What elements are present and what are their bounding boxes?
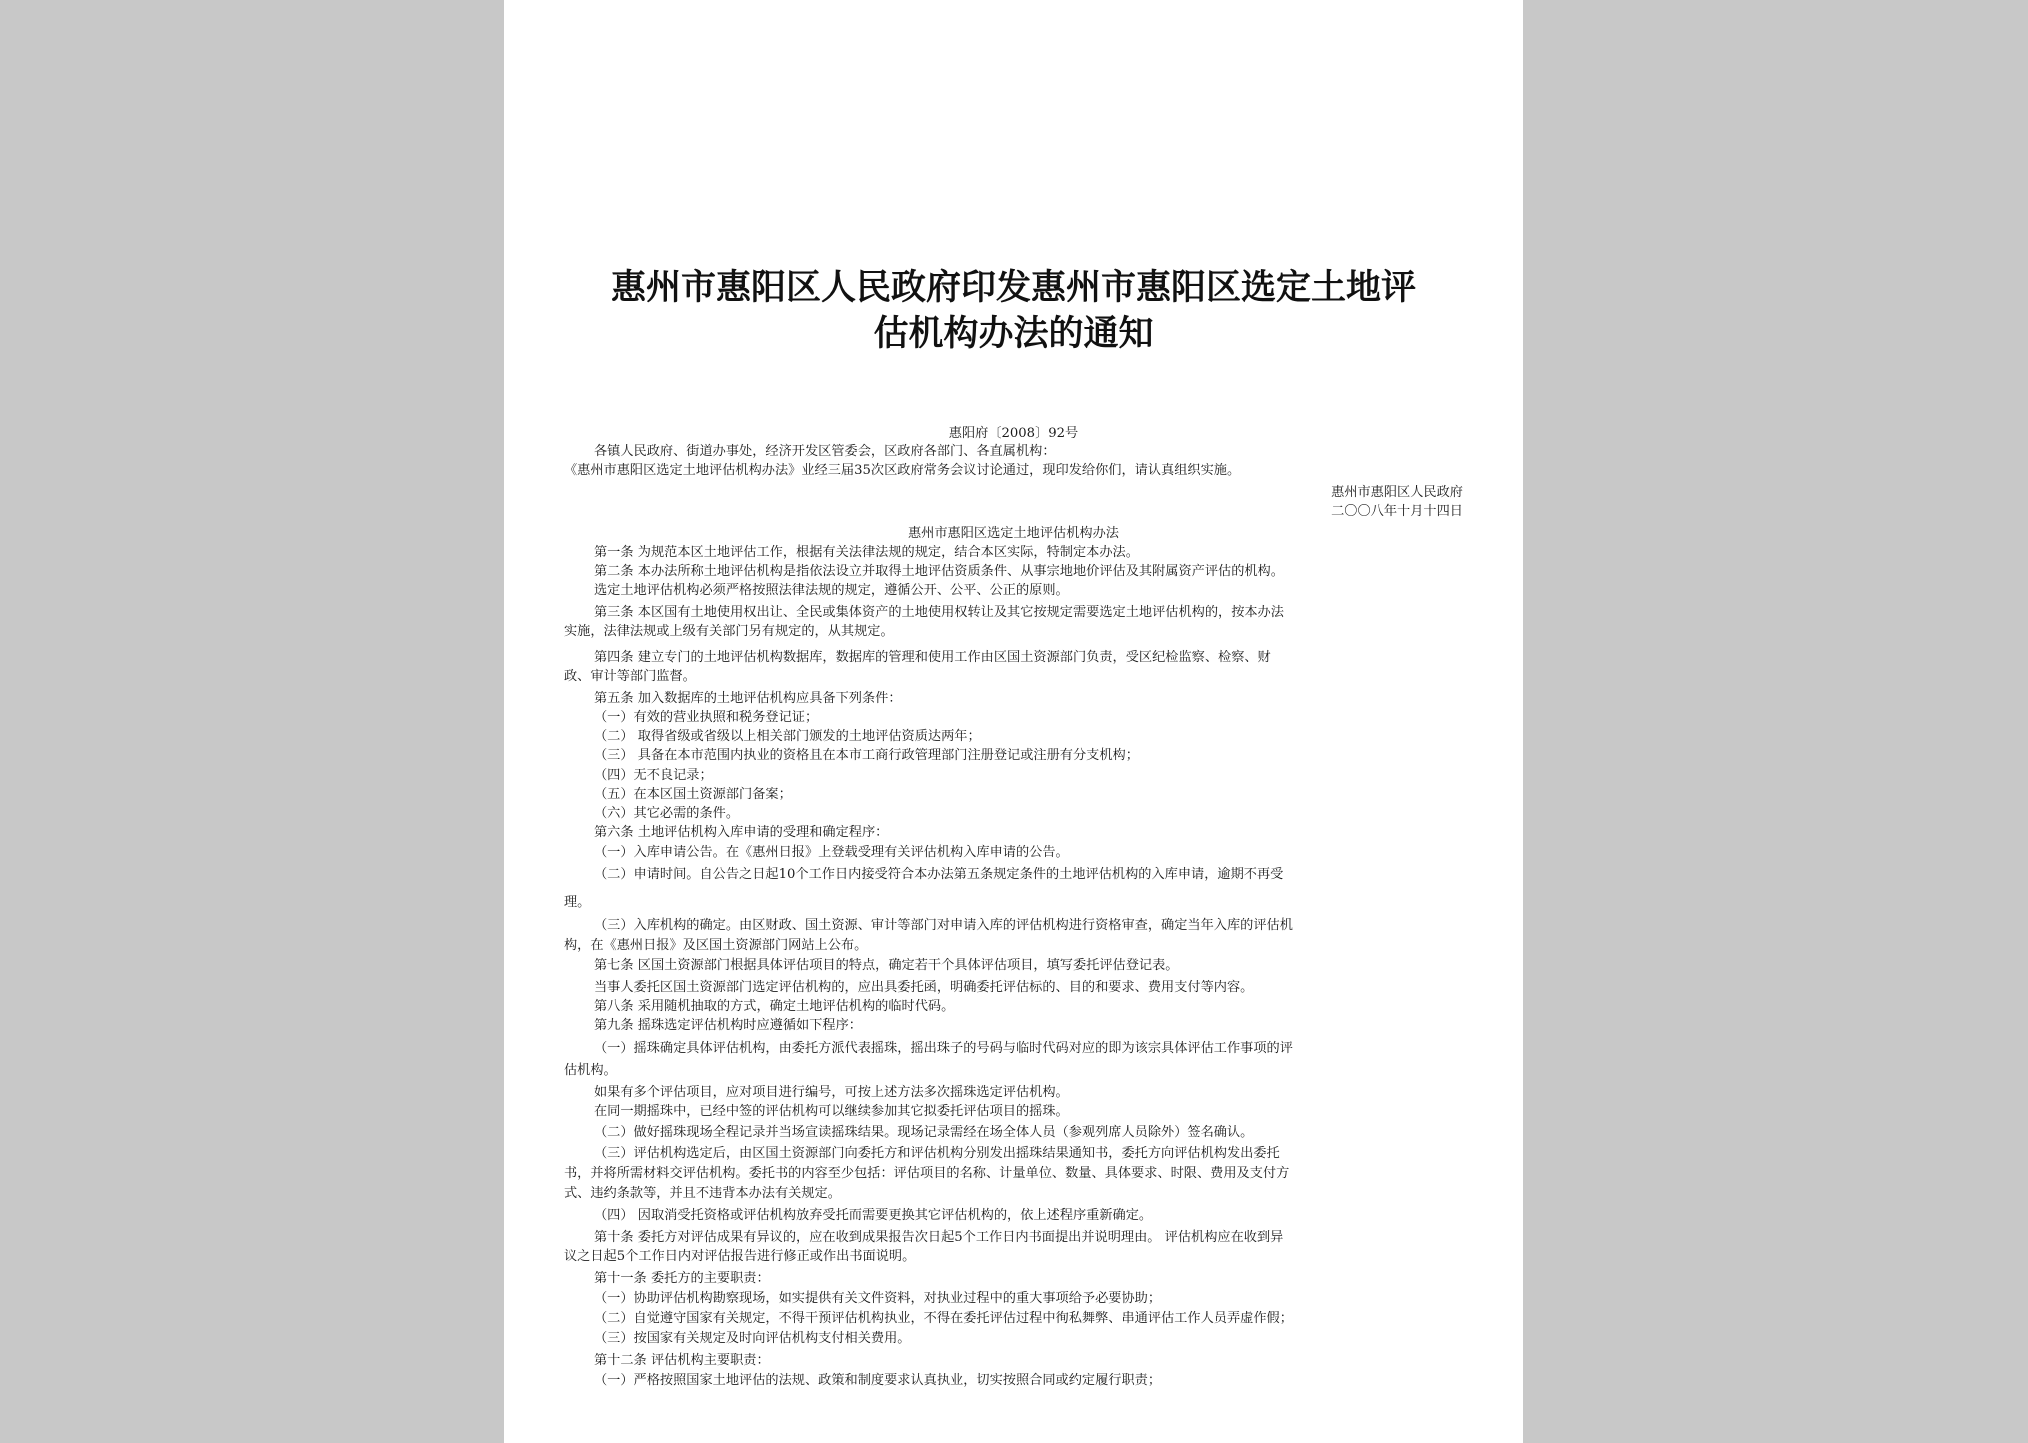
- body-line: 如果有多个评估项目，应对项目进行编号，可按上述方法多次摇珠选定评估机构。: [594, 1085, 1069, 1100]
- body-line: （四）无不良记录；: [594, 768, 713, 783]
- body-line: 第十一条 委托方的主要职责：: [594, 1271, 770, 1286]
- body-line: 第四条 建立专门的土地评估机构数据库，数据库的管理和使用工作由区国土资源部门负责，受区纪检监察、检察、财: [594, 650, 1271, 665]
- body-line: （一）协助评估机构勘察现场，如实提供有关文件资料，对执业过程中的重大事项给予必要协助；: [594, 1291, 1162, 1306]
- body-line: 第十条 委托方对评估成果有异议的，应在收到成果报告次日起5个工作日内书面提出并说明理由。 评估机构应在收到异: [594, 1230, 1284, 1245]
- body-line: （三）入库机构的确定。由区财政、国土资源、审计等部门对申请入库的评估机构进行资格审查，确定当年入库的评估机: [594, 918, 1293, 933]
- body-line: （二） 取得省级或省级以上相关部门颁发的土地评估资质达两年；: [594, 729, 981, 744]
- body-line: （三）按国家有关规定及时向评估机构支付相关费用。: [594, 1331, 911, 1346]
- body-line: 实施，法律法规或上级有关部门另有规定的，从其规定。: [564, 624, 894, 639]
- document-number: 惠阳府〔2008〕92号: [948, 426, 1079, 441]
- body-line: 第三条 本区国有土地使用权出让、全民或集体资产的土地使用权转让及其它按规定需要选定土地评估机构的，按本办法: [594, 605, 1284, 620]
- body-line: 估机构。: [564, 1063, 617, 1078]
- body-line: 议之日起5个工作日内对评估报告进行修正或作出书面说明。: [564, 1249, 916, 1264]
- body-line: （三）评估机构选定后，由区国土资源部门向委托方和评估机构分别发出摇珠结果通知书，委托方向评估机构发出委托: [594, 1146, 1280, 1161]
- regulation-title: 惠州市惠阳区选定土地评估机构办法: [908, 526, 1119, 541]
- body-line: （五）在本区国土资源部门备案；: [594, 787, 792, 802]
- body-line: （二）申请时间。自公告之日起10个工作日内接受符合本办法第五条规定条件的土地评估机构的入库申请，逾期不再受: [594, 867, 1284, 882]
- body-line: 第十二条 评估机构主要职责：: [594, 1353, 770, 1368]
- body-line: 式、违约条款等，并且不违背本办法有关规定。: [564, 1186, 841, 1201]
- body-line: （三） 具备在本市范围内执业的资格且在本市工商行政管理部门注册登记或注册有分支机构；: [594, 748, 1139, 763]
- document-title-line-2: 估机构办法的通知: [873, 314, 1154, 354]
- body-line: 第八条 采用随机抽取的方式，确定土地评估机构的临时代码。: [594, 999, 955, 1014]
- body-line: 构，在《惠州日报》及区国土资源部门网站上公布。: [564, 938, 868, 953]
- addressee: 各镇人民政府、街道办事处，经济开发区管委会，区政府各部门、各直属机构：: [594, 444, 1056, 459]
- body-line: （一）有效的营业执照和税务登记证；: [594, 710, 819, 725]
- body-line: 选定土地评估机构必须严格按照法律法规的规定，遵循公开、公平、公正的原则。: [594, 583, 1069, 598]
- body-line: （二）做好摇珠现场全程记录并当场宣读摇珠结果。现场记录需经在场全体人员（参观列席人员除外）签名确认。: [594, 1125, 1254, 1140]
- body-line: 书，并将所需材料交评估机构。委托书的内容至少包括：评估项目的名称、计量单位、数量、具体要求、时限、费用及支付方: [564, 1166, 1290, 1181]
- body-line: 在同一期摇珠中，已经中签的评估机构可以继续参加其它拟委托评估项目的摇珠。: [594, 1104, 1069, 1119]
- body-line: 理。: [564, 895, 591, 910]
- body-line: 当事人委托区国土资源部门选定评估机构的，应出具委托函，明确委托评估标的、目的和要求、费用支付等内容。: [594, 980, 1254, 995]
- body-line: 第七条 区国土资源部门根据具体评估项目的特点，确定若干个具体评估项目，填写委托评估登记表。: [594, 958, 1179, 973]
- body-line: 第二条 本办法所称土地评估机构是指依法设立并取得土地评估资质条件、从事宗地地价评估及其附属资产评估的机构。: [594, 564, 1284, 579]
- body-line: （一）入库申请公告。在《惠州日报》上登载受理有关评估机构入库申请的公告。: [594, 845, 1069, 860]
- body-line: （四） 因取消受托资格或评估机构放弃受托而需要更换其它评估机构的，依上述程序重新确定。: [594, 1208, 1153, 1223]
- intro-paragraph: 《惠州市惠阳区选定土地评估机构办法》业经三届35次区政府常务会议讨论通过，现印发给你们，请认真组织实施。: [564, 463, 1241, 478]
- body-line: 第九条 摇珠选定评估机构时应遵循如下程序：: [594, 1018, 862, 1033]
- document-page: [504, 0, 1523, 1443]
- body-line: （二）自觉遵守国家有关规定，不得干预评估机构执业，不得在委托评估过程中徇私舞弊、串通评估工作人员弄虚作假；: [594, 1311, 1293, 1326]
- body-line: （一）严格按照国家土地评估的法规、政策和制度要求认真执业，切实按照合同或约定履行职责；: [594, 1373, 1162, 1388]
- body-line: （一）摇珠确定具体评估机构，由委托方派代表摇珠，摇出珠子的号码与临时代码对应的即为该宗具体评估工作事项的评: [594, 1041, 1293, 1056]
- body-line: 政、审计等部门监督。: [564, 669, 696, 684]
- document-title-line-1: 惠州市惠阳区人民政府印发惠州市惠阳区选定土地评: [610, 268, 1416, 308]
- body-line: 第六条 土地评估机构入库申请的受理和确定程序：: [594, 825, 889, 840]
- body-line: 第一条 为规范本区土地评估工作，根据有关法律法规的规定，结合本区实际，特制定本办法。: [594, 545, 1139, 560]
- issuer-signature: 惠州市惠阳区人民政府: [1331, 485, 1463, 500]
- body-line: （六）其它必需的条件。: [594, 806, 740, 821]
- issue-date: 二〇〇八年十月十四日: [1331, 504, 1463, 519]
- body-line: 第五条 加入数据库的土地评估机构应具备下列条件：: [594, 691, 902, 706]
